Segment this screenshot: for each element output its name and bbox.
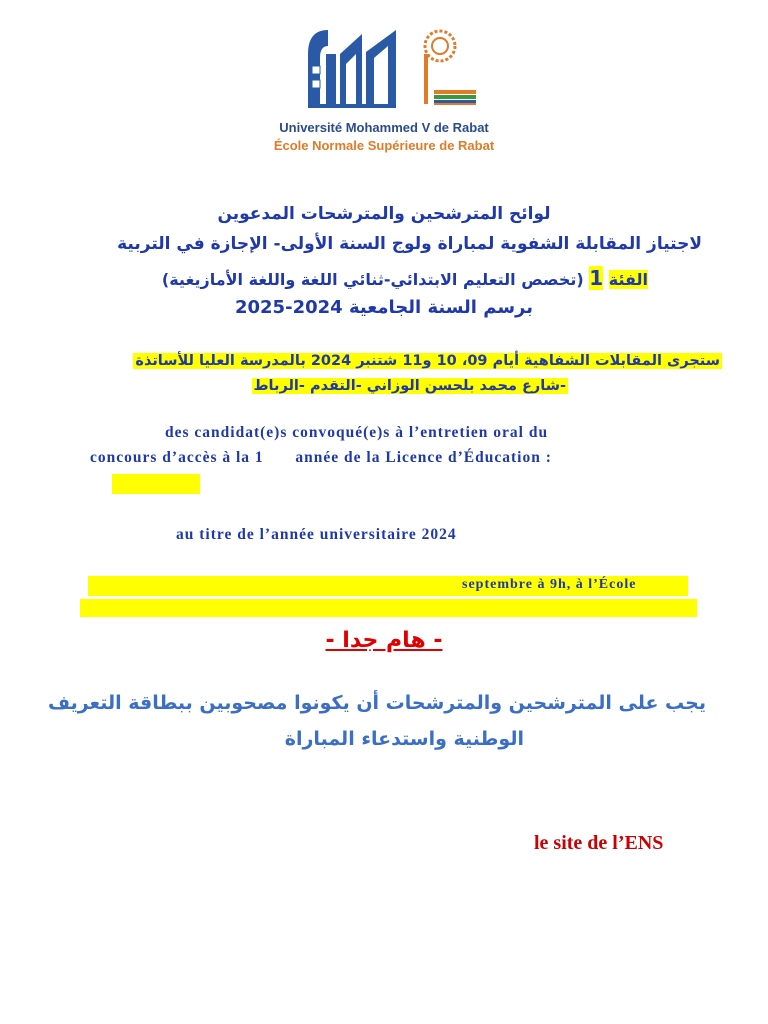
site-link-text: le site de l’ENS: [534, 832, 664, 854]
important-heading: - هام جدا -: [325, 628, 443, 653]
title-fr-line1: des candidat(e)s convoqué(e)s à l’entretien oral du: [165, 424, 549, 441]
category-label: الفئة: [608, 270, 648, 289]
notice-ar-line1: ستجرى المقابلات الشفاهية أيام 09، 10 و11 شتنبر 2024 بالمدرسة العليا للأساتذة: [135, 353, 720, 369]
title-ar-line3: [162, 266, 648, 290]
university-name: Université Mohammed V de Rabat: [279, 120, 489, 135]
logo-blue-emblem: [308, 30, 396, 108]
title-fr-line3: au titre de l’année universitaire 2024: [176, 526, 457, 543]
important-line1: يجب على المترشحين والمترشحات أن يكونوا مصحوبين ببطاقة التعريف: [47, 692, 706, 714]
ens-logo: [300, 24, 480, 114]
school-name: École Normale Supérieure de Rabat: [273, 138, 495, 153]
important-line2: الوطنية واستدعاء المباراة: [284, 728, 524, 750]
logo-orange-emblem: [425, 31, 476, 104]
highlight-bar-2: [80, 599, 697, 617]
category-number: 1: [589, 266, 604, 290]
title-fr-line2-part1: concours d’accès à la 1: [90, 449, 264, 466]
category-detail: (تخصص التعليم الابتدائي-ثنائي اللغة واللغة الأمازيغية): [161, 270, 584, 289]
title-ar-line1: لوائح المترشحين والمترشحات المدعوين: [217, 204, 551, 224]
title-ar-line2: لاجتياز المقابلة الشفوية لمباراة ولوج السنة الأولى- الإجازة في التربية: [117, 234, 702, 254]
title-ar-line4: برسم السنة الجامعية 2024-2025: [234, 297, 533, 318]
title-fr-line2-part2: année de la Licence d’Éducation :: [295, 449, 552, 466]
highlight-box: [112, 474, 200, 494]
title-fr-line4: septembre à 9h, à l’École: [462, 577, 637, 592]
title-fr-line2: [90, 449, 552, 467]
notice-ar-line2: -شارع محمد بلحسن الوزاني -التقدم -الرباط: [253, 378, 566, 394]
